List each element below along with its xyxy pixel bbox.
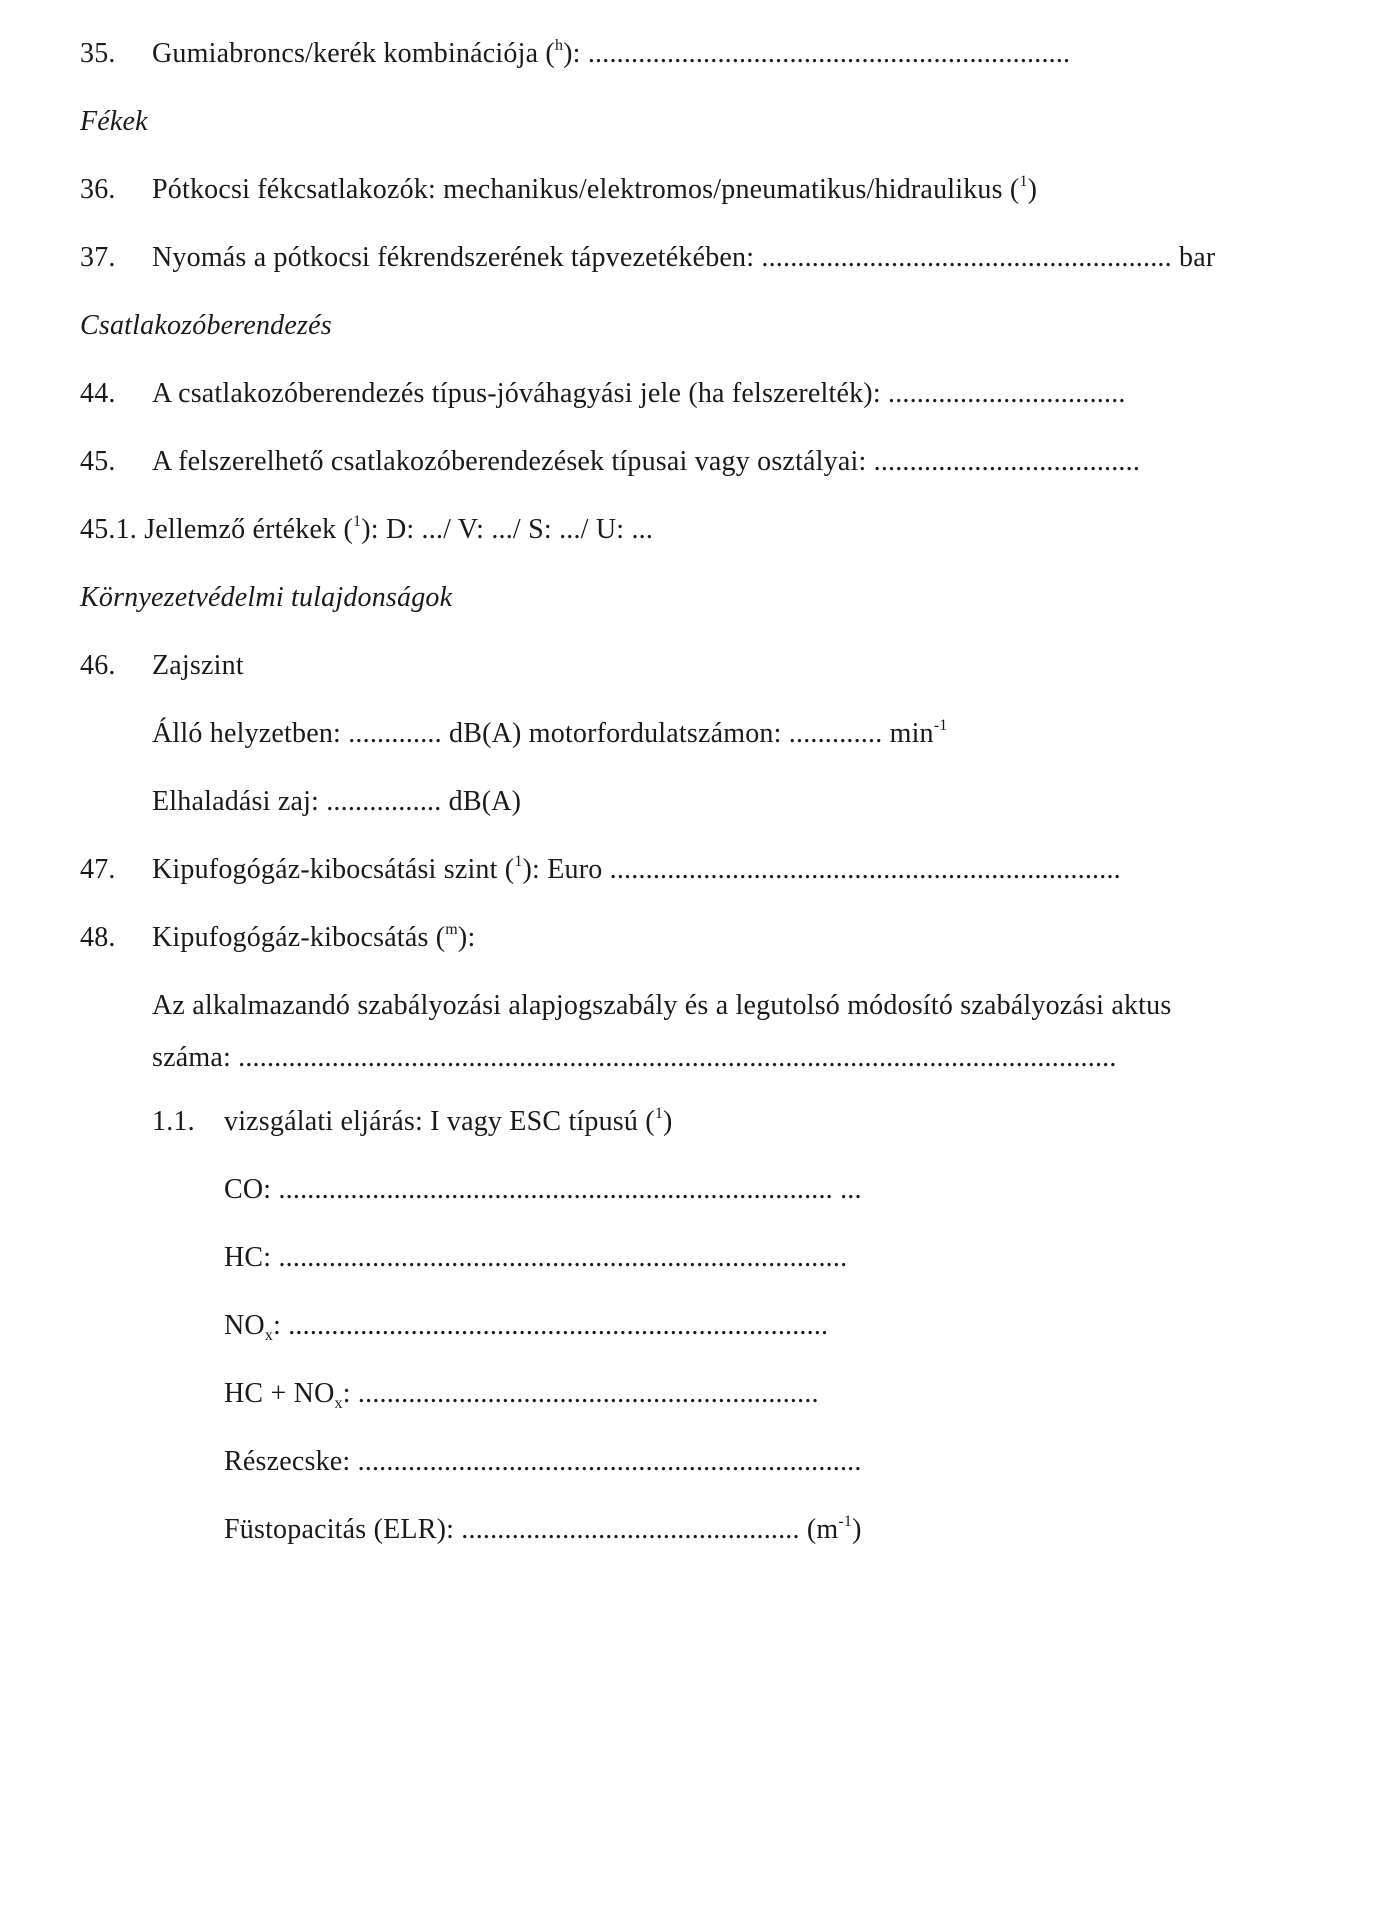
section-heading-fekek: Fékek — [80, 106, 148, 137]
footnote-ref: 1 — [654, 1105, 664, 1122]
item-tail: ): Euro ....................................................................... — [522, 854, 1121, 885]
item-45 — [80, 444, 1140, 480]
item-tail: : ................................................................ — [342, 1378, 819, 1409]
item-text: NO — [224, 1310, 265, 1341]
item-text: Füstopacitás (ELR): ............................................... (m — [224, 1514, 839, 1545]
section-heading-kornyezet: Környezetvédelmi tulajdonságok — [80, 582, 453, 613]
item-text: A felszerelhető csatlakozóberendezések típusai vagy osztályai: ..................................... — [152, 446, 1141, 477]
item-number: 1.1. — [152, 1106, 195, 1137]
subscript: x — [264, 1327, 274, 1344]
item-tail: ): ................................................................... — [563, 38, 1071, 69]
item-text: A csatlakozóberendezés típus-jóváhagyási jele (ha felszerelték): ................................. — [152, 378, 1126, 409]
subscript: x — [334, 1395, 343, 1412]
emission-hc: HC: ............................................................................... — [224, 1242, 848, 1273]
unit-exponent: -1 — [838, 1513, 853, 1530]
unit-exponent: -1 — [933, 717, 948, 734]
item-text: vizsgálati eljárás: I vagy ESC típusú ( — [224, 1106, 655, 1137]
item-35 — [80, 36, 1070, 72]
footnote-ref: 1 — [353, 513, 362, 530]
item-text: Álló helyzetben: ............. dB(A) motorfordulatszámon: ............. min — [152, 718, 934, 749]
item-45-1 — [80, 512, 653, 548]
item-text: Kipufogógáz-kibocsátási szint ( — [152, 854, 515, 885]
item-tail: : ........................................................................... — [273, 1310, 829, 1341]
item-36 — [80, 172, 1037, 208]
item-text: HC + NO — [224, 1378, 335, 1409]
emission-nox — [224, 1308, 828, 1344]
item-tail: ) — [852, 1514, 862, 1545]
footnote-ref: h — [554, 37, 564, 54]
item-number: 35. — [80, 38, 116, 69]
item-1-1 — [152, 1104, 673, 1140]
item-text: Zajszint — [152, 650, 244, 681]
item-number: 36. — [80, 174, 116, 205]
emission-co: CO: ............................................................................. ... — [224, 1174, 862, 1205]
item-number: 45. — [80, 446, 116, 477]
item-text: Elhaladási zaj: ................ dB(A) — [152, 786, 522, 817]
item-text: Pótkocsi fékcsatlakozók: mechanikus/elektromos/pneumatikus/hidraulikus ( — [152, 174, 1020, 205]
noise-stationary — [152, 716, 948, 752]
item-37 — [80, 240, 1215, 276]
section-heading-csatlakozo: Csatlakozóberendezés — [80, 310, 332, 341]
item-text: Kipufogógáz-kibocsátás ( — [152, 922, 446, 953]
item-tail: ): — [457, 922, 476, 953]
item-number: 46. — [80, 650, 116, 681]
item-48-paragraph-line-1: Az alkalmazandó szabályozási alapjogszabály és a legutolsó módosító szabályozási aktus — [152, 990, 1172, 1021]
item-44 — [80, 376, 1126, 412]
item-number: 48. — [80, 922, 116, 953]
item-text: Nyomás a pótkocsi fékrendszerének tápvezetékében: ......................................................... bar — [152, 242, 1216, 273]
item-number: 44. — [80, 378, 116, 409]
item-number: 47. — [80, 854, 116, 885]
footnote-ref: m — [445, 921, 458, 938]
item-number: 37. — [80, 242, 116, 273]
item-47 — [80, 852, 1121, 888]
item-46 — [80, 648, 244, 684]
footnote-ref: 1 — [1019, 173, 1028, 190]
item-48 — [80, 920, 475, 956]
item-tail: ) — [663, 1106, 673, 1137]
footnote-ref: 1 — [514, 853, 523, 870]
item-tail: ): D: .../ V: .../ S: .../ U: ... — [361, 514, 654, 545]
emission-smoke-opacity — [224, 1512, 862, 1548]
emission-hc-nox — [224, 1376, 819, 1412]
item-tail: ) — [1027, 174, 1038, 205]
item-48-paragraph-line-2: száma: .......................................................................................................................... — [152, 1042, 1117, 1073]
noise-drive-by — [152, 784, 521, 820]
item-text: 45.1. Jellemző értékek ( — [80, 514, 354, 545]
item-text: Gumiabroncs/kerék kombinációja ( — [152, 38, 555, 69]
emission-particulates: Részecske: ...................................................................... — [224, 1446, 862, 1477]
